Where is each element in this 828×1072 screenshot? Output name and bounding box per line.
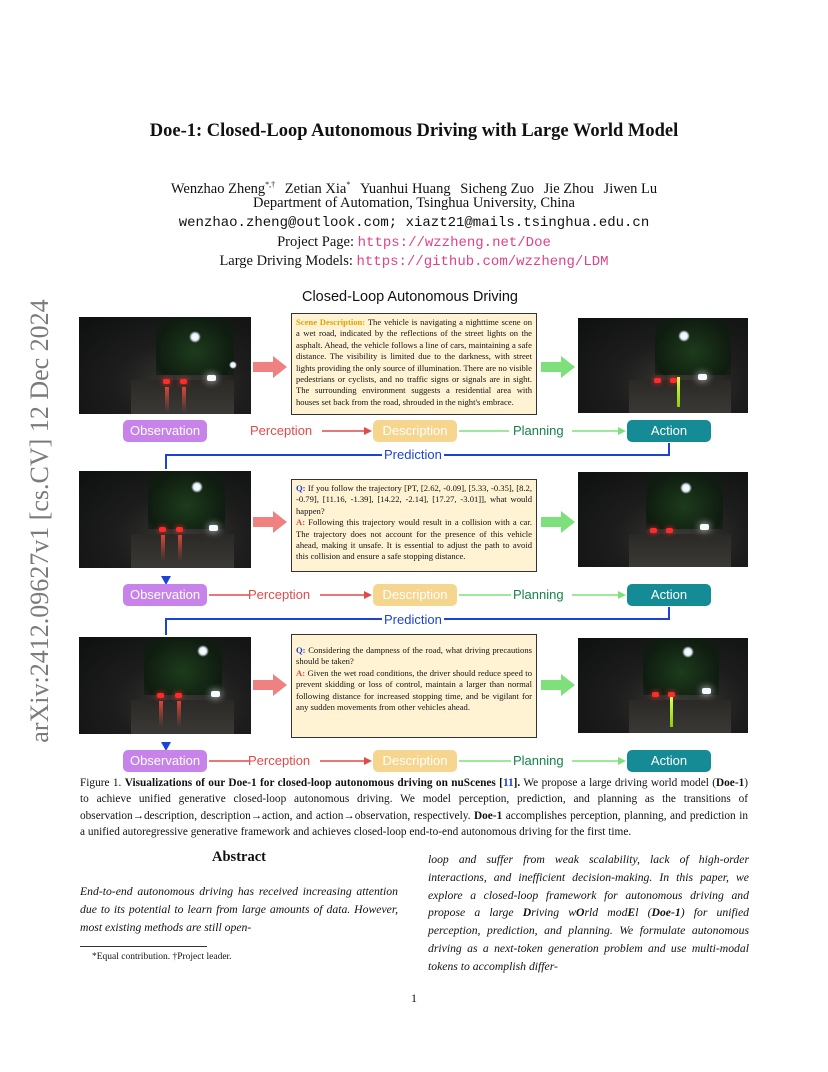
perception-label: Perception bbox=[248, 587, 311, 602]
footnote-rule bbox=[80, 946, 207, 947]
planning-line-icon bbox=[459, 755, 511, 767]
abstract-emph: O bbox=[576, 906, 585, 920]
arrow-right-icon bbox=[541, 511, 575, 533]
perception-line-icon bbox=[209, 755, 249, 767]
observation-pill: Observation bbox=[123, 584, 207, 606]
action-pill: Action bbox=[627, 420, 711, 442]
author-name: Sicheng Zuo bbox=[460, 180, 534, 197]
abstract-text: loop and suffer from weak scalability, lack of high-order interactions, and inefficient decision-making. In this paper, we explore a closed-loop framework for autonomous driving and propose a large bbox=[428, 853, 749, 920]
abstract-right-column bbox=[428, 851, 749, 976]
qa-box-trajectory bbox=[291, 479, 537, 572]
caption-model-name: Doe-1 bbox=[473, 809, 503, 822]
figure-title: Closed-Loop Autonomous Driving bbox=[301, 289, 518, 305]
question-text: If you follow the trajectory [PT, [2.62, -0.09], [5.33, -0.35], [8.2, -0.79], [11.16, -1.39], [14.22, -2.14], [17.27, -3.01]], what would happen? bbox=[296, 483, 532, 516]
description-pill: Description bbox=[373, 750, 457, 772]
arrow-right-icon bbox=[253, 356, 287, 378]
perception-line-icon bbox=[209, 589, 249, 601]
author-name: Jie Zhou bbox=[543, 180, 594, 197]
perception-arrow-icon bbox=[320, 755, 372, 767]
ldm-link-line bbox=[0, 253, 828, 270]
perception-arrow-icon bbox=[322, 425, 372, 437]
caption-citation-link[interactable]: 11 bbox=[502, 777, 514, 789]
author-name: Yuanhui Huang bbox=[360, 180, 451, 197]
caption-text: accomplishes perception, planning, and prediction in a unified autoregressive generative framework and achieves closed-loop end-to-end autonomous driving for the first time. bbox=[80, 809, 748, 839]
abstract-text: l ( bbox=[635, 906, 652, 920]
question-label: Q: bbox=[296, 483, 306, 493]
arrow-right-icon bbox=[253, 674, 287, 696]
answer-label: A: bbox=[296, 517, 306, 528]
abstract-text: rld mod bbox=[584, 906, 628, 920]
planning-line-icon bbox=[459, 425, 509, 437]
author-sup: *,† bbox=[265, 180, 276, 189]
description-pill: Description bbox=[373, 584, 457, 606]
qa-box-road-dampness bbox=[291, 634, 537, 738]
project-page-link[interactable]: https://wzzheng.net/Doe bbox=[357, 235, 551, 251]
planning-line-icon bbox=[459, 589, 511, 601]
action-image-2 bbox=[578, 472, 748, 567]
observation-pill: Observation bbox=[123, 420, 207, 442]
author-name: Wenzhao Zheng bbox=[170, 180, 266, 197]
planning-arrow-icon bbox=[572, 589, 626, 601]
author-emails: wenzhao.zheng@outlook.com; xiazt21@mails.tsinghua.edu.cn bbox=[178, 215, 650, 231]
paper-title: Doe-1: Closed-Loop Autonomous Driving with Large World Model bbox=[149, 121, 679, 141]
description-pill: Description bbox=[373, 420, 457, 442]
question-label: Q: bbox=[296, 645, 306, 655]
action-pill: Action bbox=[627, 584, 711, 606]
observation-pill: Observation bbox=[123, 750, 207, 772]
arrow-right-icon bbox=[253, 511, 287, 533]
ldm-link[interactable]: https://github.com/wzzheng/LDM bbox=[356, 254, 609, 270]
affiliation: Department of Automation, Tsinghua University, China bbox=[253, 195, 575, 211]
observation-image-1 bbox=[79, 317, 251, 414]
observation-image-3 bbox=[79, 637, 251, 734]
answer-text: Following this trajectory would result in a collision with a car. The trajectory does not account for the presence of this vehicle ahead, making it unsafe. It is essential to adjust the path to avoid this collision and ensure a safe stopping distance. bbox=[296, 517, 532, 562]
author-name: Jiwen Lu bbox=[603, 180, 658, 197]
planning-label: Planning bbox=[513, 587, 564, 602]
planning-label: Planning bbox=[513, 423, 564, 438]
prediction-label: Prediction bbox=[384, 447, 442, 462]
abstract-emph: Doe-1 bbox=[651, 906, 681, 920]
answer-label: A: bbox=[296, 667, 306, 678]
perception-label: Perception bbox=[250, 423, 313, 438]
caption-bold: Visualizations of our Doe-1 for closed-loop autonomous driving on nuScenes [ bbox=[124, 777, 503, 789]
planning-label: Planning bbox=[513, 753, 564, 768]
action-pill: Action bbox=[627, 750, 711, 772]
scene-description-box bbox=[291, 313, 537, 415]
page-number: 1 bbox=[411, 991, 417, 1005]
prediction-label: Prediction bbox=[384, 612, 442, 627]
abstract-emph: E bbox=[627, 906, 636, 920]
ldm-label: Large Driving Models: bbox=[219, 253, 353, 269]
planning-arrow-icon bbox=[572, 755, 626, 767]
perception-arrow-icon bbox=[320, 589, 372, 601]
arrow-right-icon bbox=[541, 356, 575, 378]
caption-text: We propose a large driving world model ( bbox=[520, 777, 716, 789]
arrow-right-icon bbox=[541, 674, 575, 696]
footnote: *Equal contribution. †Project leader. bbox=[92, 952, 232, 962]
question-text: Considering the dampness of the road, what driving precautions should be taken? bbox=[296, 645, 532, 667]
caption-text: ) to achieve unified generative closed-loop autonomous driving. We model perception, prediction, and planning as the transitions of observation→description, description→action, and action→observation, respectively. bbox=[80, 777, 748, 822]
abstract-text: ) for unified perception, prediction, and planning. We formulate autonomous driving as a next-token generation problem and use multi-modal tokens to accomplish differ- bbox=[428, 906, 749, 973]
abstract-emph: D bbox=[522, 906, 532, 920]
abstract-heading: Abstract bbox=[212, 849, 266, 865]
arxiv-stamp: arXiv:2412.09627v1 [cs.CV] 12 Dec 2024 bbox=[25, 299, 54, 743]
observation-image-2 bbox=[79, 471, 251, 568]
action-image-1 bbox=[578, 318, 748, 413]
project-page bbox=[0, 234, 828, 251]
scene-description-label: Scene Description: bbox=[296, 317, 366, 327]
action-image-3 bbox=[578, 638, 748, 733]
figure-caption bbox=[80, 775, 748, 841]
perception-label: Perception bbox=[248, 753, 311, 768]
abstract-text: riving w bbox=[531, 906, 577, 920]
caption-model-name: Doe-1 bbox=[716, 777, 745, 789]
caption-prefix: Figure 1. bbox=[80, 777, 122, 789]
project-page-label: Project Page: bbox=[277, 234, 355, 250]
answer-text: Given the wet road conditions, the driver should reduce speed to prevent skidding or loss of control, maintain a larger than normal following distance for increased stopping time, and be vigilant for any sudden movements from other vehicles ahead. bbox=[296, 667, 532, 713]
scene-description-text: The vehicle is navigating a nighttime scene on a wet road, indicated by the reflections of the street lights on the asphalt. Ahead, the vehicle follows a line of cars, maintaining a safe distance. The visibility is limited due to the darkness, with street lights providing the only source of illumination. There are no visible pedestrians or cyclists, and no traffic signs or signals are in sight. The surrounding environment suggests a residential area with houses set back from the road, shrouded in the night's embrace. bbox=[296, 317, 533, 407]
planning-arrow-icon bbox=[572, 425, 626, 437]
caption-bold-end: ]. bbox=[513, 777, 521, 789]
author-sup: * bbox=[346, 180, 351, 189]
author-name: Zetian Xia bbox=[284, 180, 347, 197]
abstract-left-column: End-to-end autonomous driving has received increasing attention due to its potential to learn from large amounts of data. However, most existing methods are still open- bbox=[80, 885, 398, 934]
